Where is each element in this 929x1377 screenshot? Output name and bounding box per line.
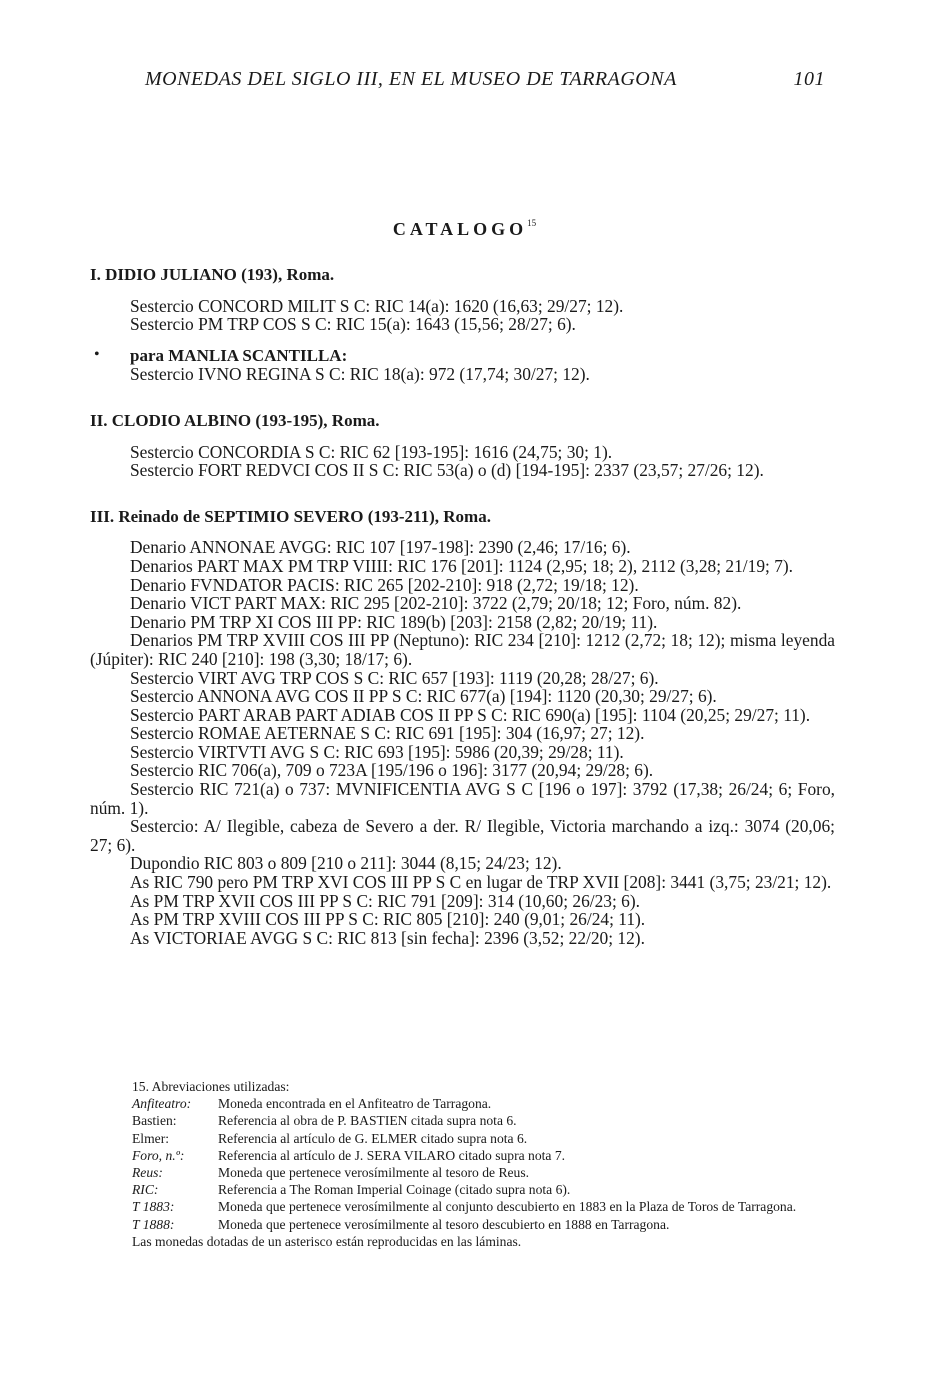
abbreviation-row xyxy=(132,1130,837,1147)
abbreviation-key: Elmer: xyxy=(132,1130,169,1146)
abbreviation-key: Foro, n.º: xyxy=(132,1147,185,1163)
abbreviation-value: Moneda que pertenece verosímilmente al conjunto descubierto en 1883 en la Plaza de Toros de Tarragona. xyxy=(218,1199,797,1215)
catalog-entry: Denario ANNONAE AVGG: RIC 107 [197-198]: 2390 (2,46; 17/16; 6). xyxy=(130,537,631,558)
abbreviation-value: Moneda encontrada en el Anfiteatro de Tarragona. xyxy=(218,1096,492,1112)
section-heading: II. CLODIO ALBINO (193-195), Roma. xyxy=(90,410,380,430)
abbreviation-value: Referencia al artículo de G. ELMER citado supra nota 6. xyxy=(218,1130,528,1146)
catalog-title xyxy=(0,218,929,240)
catalog-entry: Denarios PART MAX PM TRP VIIII: RIC 176 [201]: 1124 (2,95; 18; 2), 2112 (3,28; 21/19; 7). xyxy=(130,555,794,576)
abbreviation-key: Bastien: xyxy=(132,1113,177,1129)
catalog-title-text: CATALOGO xyxy=(392,219,528,239)
catalog-entry: Sestercio PART ARAB PART ADIAB COS II PP S C: RIC 690(a) [195]: 1104 (20,25; 29/27; 11). xyxy=(130,704,811,725)
catalog-entry: Sestercio FORT REDVCI COS II S C: RIC 53(a) o (d) [194-195]: 2337 (23,57; 27/26; 12). xyxy=(130,460,764,481)
footnote-heading: 15. Abreviaciones utilizadas: xyxy=(132,1079,290,1094)
catalog-entry: Denario VICT PART MAX: RIC 295 [202-210]: 3722 (2,79; 20/18; 12; Foro, núm. 82). xyxy=(130,593,742,614)
abbreviation-value: Referencia al obra de P. BASTIEN citada supra nota 6. xyxy=(218,1113,517,1129)
page-number: 101 xyxy=(793,68,825,90)
abbreviation-row xyxy=(132,1216,837,1233)
section-heading: III. Reinado de SEPTIMIO SEVERO (193-211), Roma. xyxy=(90,506,491,526)
catalog-entry: Sestercio ANNONA AVG COS II PP S C: RIC 677(a) [194]: 1120 (20,30; 29/27; 6). xyxy=(130,686,717,707)
asterisk-bullet-icon: • xyxy=(94,345,100,363)
catalog-body xyxy=(90,266,835,947)
abbreviation-key: T 1888: xyxy=(132,1216,175,1232)
catalog-entry: As PM TRP XVIII COS III PP S C: RIC 805 [210]: 240 (9,01; 26/24; 11). xyxy=(130,909,646,930)
catalog-entry: Denario FVNDATOR PACIS: RIC 265 [202-210]: 918 (2,72; 19/18; 12). xyxy=(130,574,639,595)
catalog-entry: Sestercio RIC 706(a), 709 o 723A [195/196 o 196]: 3177 (20,94; 29/28; 6). xyxy=(130,760,654,781)
abbreviation-row xyxy=(132,1112,837,1129)
abbreviation-value: Referencia a The Roman Imperial Coinage (citado supra nota 6). xyxy=(218,1182,571,1198)
catalog-entry: Sestercio VIRTVTI AVG S C: RIC 693 [195]: 5986 (20,39; 29/28; 11). xyxy=(130,741,624,762)
section-heading: I. DIDIO JULIANO (193), Roma. xyxy=(90,265,335,284)
catalog-entry: Dupondio RIC 803 o 809 [210 o 211]: 3044 (8,15; 24/23; 12). xyxy=(130,853,562,874)
abbreviation-key: Reus: xyxy=(132,1165,163,1181)
abbreviation-row xyxy=(132,1095,837,1112)
subsection-heading: para MANLIA SCANTILLA: xyxy=(130,345,348,365)
catalog-entry: Sestercio IVNO REGINA S C: RIC 18(a): 972 (17,74; 30/27; 12). xyxy=(130,364,590,385)
catalog-entry: Sestercio RIC 721(a) o 737: MVNIFICENTIA AVG S C [196 o 197]: 3792 (17,38; 26/24; 6; Foro, núm. 1). xyxy=(90,779,835,818)
footnote xyxy=(132,1078,837,1250)
abbreviation-row xyxy=(132,1164,837,1181)
abbreviation-key: RIC: xyxy=(132,1182,159,1198)
footnote-closing: Las monedas dotadas de un asterisco están reproducidas en las láminas. xyxy=(132,1233,522,1249)
catalog-entry: Sestercio PM TRP COS S C: RIC 15(a): 1643 (15,56; 28/27; 6). xyxy=(130,314,576,335)
catalog-entry: As RIC 790 pero PM TRP XVI COS III PP S C en lugar de TRP XVII [208]: 3441 (3,75; 23/21; 12). xyxy=(130,872,832,893)
abbreviation-key: T 1883: xyxy=(132,1199,175,1215)
abbreviation-key: Anfiteatro: xyxy=(132,1096,192,1112)
catalog-entry: Sestercio ROMAE AETERNAE S C: RIC 691 [195]: 304 (16,97; 27; 12). xyxy=(130,723,645,744)
abbreviation-row xyxy=(132,1181,837,1198)
catalog-entry: Sestercio CONCORDIA S C: RIC 62 [193-195]: 1616 (24,75; 30; 1). xyxy=(130,441,613,462)
abbreviation-value: Moneda que pertenece verosímilmente al tesoro de Reus. xyxy=(218,1165,530,1181)
catalog-entry: Denarios PM TRP XVIII COS III PP (Neptuno): RIC 234 [210]: 1212 (2,72; 18; 12); misma leyenda (Júpiter): RIC 240 [210]: 198 (3,30; 18/17; 6). xyxy=(90,630,835,669)
catalog-entry: As PM TRP XVII COS III PP S C: RIC 791 [209]: 314 (10,60; 26/23; 6). xyxy=(130,890,641,911)
catalog-entry: Denario PM TRP XI COS III PP: RIC 189(b) [203]: 2158 (2,82; 20/19; 11). xyxy=(130,611,658,632)
catalog-entry: Sestercio VIRT AVG TRP COS S C: RIC 657 [193]: 1119 (20,28; 28/27; 6). xyxy=(130,667,659,688)
running-head-title: MONEDAS DEL SIGLO III, EN EL MUSEO DE TARRAGONA xyxy=(145,68,677,90)
footnote-ref: 15 xyxy=(527,218,537,228)
catalog-entry: Sestercio CONCORD MILIT S C: RIC 14(a): 1620 (16,63; 29/27; 12). xyxy=(130,295,624,316)
subsection xyxy=(90,346,835,366)
abbreviation-row xyxy=(132,1147,837,1164)
abbreviation-value: Moneda que pertenece verosímilmente al tesoro descubierto en 1888 en Tarragona. xyxy=(218,1216,670,1232)
abbreviation-row xyxy=(132,1198,837,1215)
catalog-entry: Sestercio: A/ Ilegible, cabeza de Severo a der. R/ Ilegible, Victoria marchando a izq.: 3074 (20,06; 27; 6). xyxy=(90,816,835,855)
abbreviation-value: Referencia al artículo de J. SERA VILARO citado supra nota 7. xyxy=(218,1147,566,1163)
catalog-entry: As VICTORIAE AVGG S C: RIC 813 [sin fecha]: 2396 (3,52; 22/20; 12). xyxy=(130,927,645,948)
